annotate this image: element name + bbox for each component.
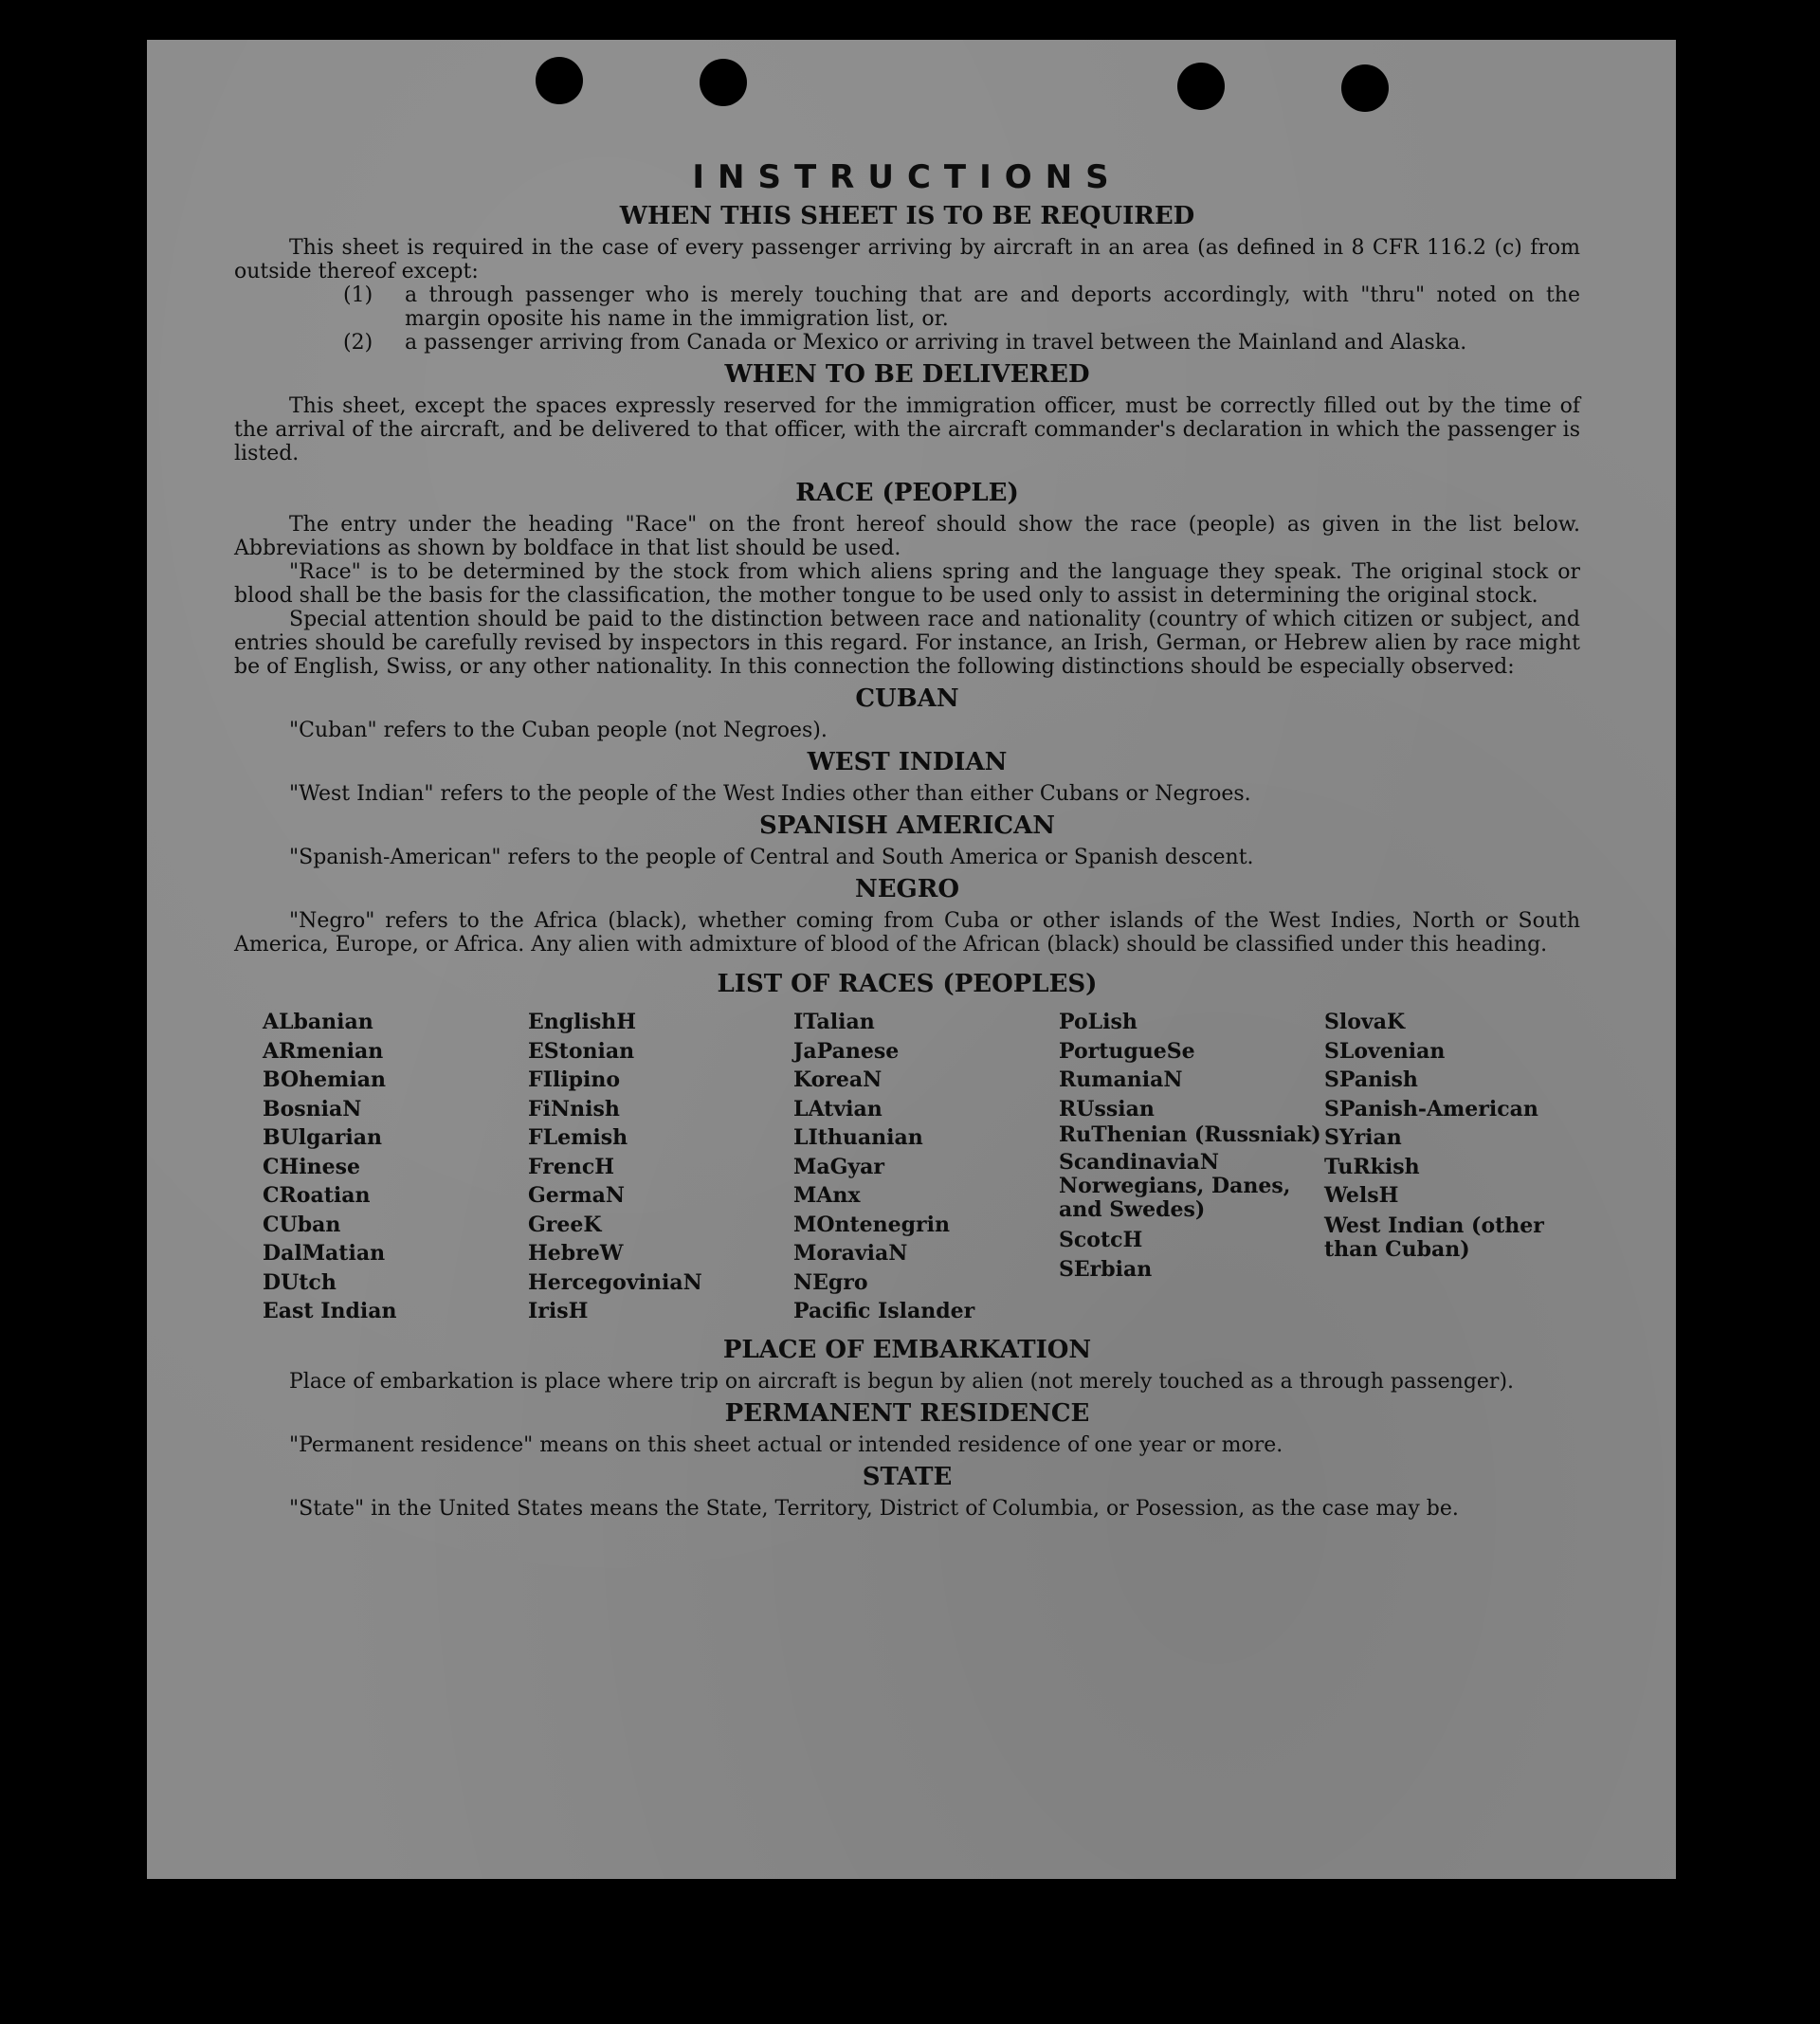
section-heading-embarkation: PLACE OF EMBARKATION: [722, 1335, 1092, 1364]
race-item: RuThenian (Russniak): [1059, 1122, 1321, 1147]
race-item: WelsH: [1324, 1183, 1399, 1208]
section-heading-list-of-races: LIST OF RACES (PEOPLES): [717, 970, 1098, 998]
page-title: INSTRUCTIONS: [692, 158, 1122, 196]
race-item: MaGyar: [793, 1154, 885, 1179]
race-item: FrencH: [528, 1154, 614, 1179]
race-item: West Indian (other than Cuban): [1324, 1213, 1544, 1262]
race-item: MoraviaN: [793, 1241, 908, 1266]
instructions-content: [234, 158, 1580, 1521]
race-item: MAnx: [793, 1183, 861, 1208]
race-item: EStonian: [528, 1038, 635, 1064]
embarkation-text: Place of embarkation is place where trip on aircraft is begun by alien (not merely touched as a through passenger).: [289, 1369, 1515, 1394]
race-item: LIthuanian: [793, 1125, 923, 1150]
race-item: East Indian: [263, 1299, 397, 1323]
document-page: [147, 40, 1676, 1879]
race-item: KoreaN: [793, 1067, 883, 1092]
race-item: SPanish-American: [1324, 1096, 1538, 1121]
races-list: [263, 1008, 1580, 1326]
race-item: GermaN: [528, 1183, 626, 1208]
exception-text: a through passenger who is merely touching that are and deports accordingly, with "thru" noted on the margin oposite his name in the immigration list, or.: [405, 283, 1580, 331]
cuban-text: "Cuban" refers to the Cuban people (not Negroes).: [289, 719, 828, 742]
residence-text: "Permanent residence" means on this sheet actual or intended residence of one year or more.: [289, 1432, 1283, 1457]
race-item: PortugueSe: [1059, 1038, 1195, 1064]
punch-hole: [1177, 63, 1225, 110]
race-item: LAtvian: [793, 1096, 883, 1121]
section-heading-west-indian: WEST INDIAN: [807, 748, 1008, 776]
races-column-5: [1324, 1008, 1590, 1326]
races-column-4: [1059, 1008, 1324, 1326]
section-heading-when-delivered: WHEN TO BE DELIVERED: [724, 360, 1090, 389]
race-item: SYrian: [1324, 1125, 1402, 1150]
punch-hole: [1341, 64, 1389, 112]
race-item: ALbanian: [263, 1010, 373, 1034]
race-item: MOntenegrin: [793, 1212, 950, 1237]
state-text: "State" in the United States means the State, Territory, District of Columbia, or Posession, as the case may be.: [289, 1496, 1459, 1521]
negro-text: "Negro" refers to the Africa (black), whether coming from Cuba or other islands of the West Indies, North or South America, Europe, or Africa. Any alien with admixture of blood of the African (black) should be classified under this heading.: [234, 909, 1580, 957]
race-item: BUlgarian: [263, 1125, 382, 1150]
spanish-american-text: "Spanish-American" refers to the people of Central and South America or Spanish descent.: [289, 846, 1254, 869]
race-item: DUtch: [263, 1269, 337, 1295]
section-heading-negro: NEGRO: [854, 875, 960, 903]
section-heading-race: RACE (PEOPLE): [795, 479, 1019, 507]
races-column-2: [528, 1008, 793, 1326]
section-heading-when-required: WHEN THIS SHEET IS TO BE REQUIRED: [619, 202, 1195, 230]
race-item: FIlipino: [528, 1067, 621, 1092]
race-item: Pacific Islander: [793, 1299, 975, 1323]
race-item: HercegoviniaN: [528, 1269, 702, 1295]
race-item: BOhemian: [263, 1067, 387, 1092]
race-item: FiNnish: [528, 1096, 620, 1121]
race-paragraph: Special attention should be paid to the distinction between race and nationality (country of which citizen or subject, and entries should be carefully revised by inspectors in this regard. For instance, an Irish, German, or Hebrew alien by race might be of English, Swiss, or any other nationality. In this connection the following distinctions should be especially observed:: [234, 608, 1580, 679]
race-item: SPanish: [1324, 1067, 1418, 1092]
race-item: CUban: [263, 1212, 341, 1237]
race-item: RumaniaN: [1059, 1067, 1183, 1092]
section-heading-spanish-american: SPANISH AMERICAN: [758, 811, 1056, 840]
race-paragraph: The entry under the heading "Race" on the front hereof should show the race (people) as given in the list below. Abbreviations as shown by boldface in that list should be used.: [234, 513, 1580, 560]
punch-hole: [700, 59, 747, 106]
race-item: IrisH: [528, 1299, 589, 1323]
race-item: JaPanese: [793, 1038, 900, 1064]
race-item: HebreW: [528, 1241, 624, 1266]
when-delivered-text: This sheet, except the spaces expressly reserved for the immigration officer, must be correctly filled out by the time of the arrival of the aircraft, and be delivered to that officer, with the aircraft commander's declaration in which the passenger is listed.: [234, 394, 1580, 465]
when-required-intro: This sheet is required in the case of every passenger arriving by aircraft in an area (as defined in 8 CFR 116.2 (c) from outside thereof except:: [234, 236, 1580, 283]
west-indian-text: "West Indian" refers to the people of the West Indies other than either Cubans or Negroes.: [289, 782, 1251, 806]
race-paragraph: "Race" is to be determined by the stock from which aliens spring and the language they speak. The original stock or blood shall be the basis for the classification, the mother tongue to be used only to assist in determining the original stock.: [234, 560, 1580, 608]
race-item: NEgro: [793, 1269, 868, 1295]
section-heading-residence: PERMANENT RESIDENCE: [724, 1398, 1090, 1428]
race-item: SErbian: [1059, 1256, 1153, 1282]
exception-item: [343, 331, 1580, 355]
section-heading-cuban: CUBAN: [855, 684, 959, 713]
exception-text: a passenger arriving from Canada or Mexico or arriving in travel between the Mainland and Alaska.: [405, 331, 1467, 355]
races-column-3: [793, 1008, 1059, 1326]
race-item: DalMatian: [263, 1241, 386, 1266]
race-item: CHinese: [263, 1154, 361, 1179]
race-item: FLemish: [528, 1125, 628, 1150]
race-item: ScandinaviaN Norwegians, Danes, and Swedes): [1059, 1150, 1291, 1222]
race-item: TuRkish: [1324, 1154, 1420, 1179]
race-item: RUssian: [1059, 1096, 1155, 1121]
race-item: GreeK: [528, 1212, 602, 1237]
races-column-1: [263, 1008, 528, 1326]
race-item: ScotcH: [1059, 1228, 1143, 1252]
exception-item: [343, 283, 1580, 331]
punch-hole: [536, 57, 583, 104]
exception-number: (1): [343, 283, 373, 307]
section-heading-state: STATE: [862, 1462, 953, 1491]
race-item: EnglishH: [528, 1010, 637, 1034]
race-item: PoLish: [1059, 1010, 1138, 1034]
race-item: ARmenian: [263, 1038, 384, 1064]
exception-number: (2): [343, 331, 373, 355]
race-item: SLovenian: [1324, 1038, 1446, 1064]
race-item: BosniaN: [263, 1096, 362, 1121]
race-item: ITalian: [793, 1010, 875, 1034]
race-item: CRoatian: [263, 1183, 371, 1208]
race-item: SlovaK: [1324, 1010, 1406, 1034]
